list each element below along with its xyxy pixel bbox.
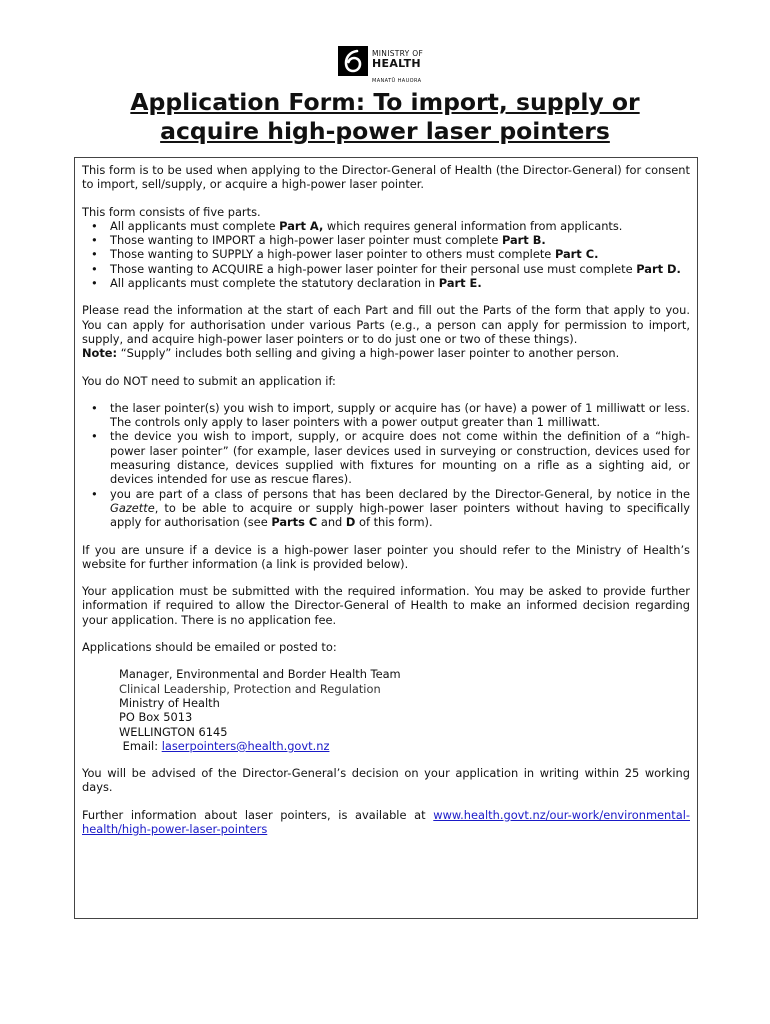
postal-address [119, 667, 690, 753]
note-text: “Supply” includes both selling and giving a high-power laser pointer to another person. [117, 346, 620, 361]
ministry-logo [338, 46, 434, 86]
list-item: • Those wanting to IMPORT a high-power laser pointer must complete Part B. [110, 233, 690, 247]
list-item: • the device you wish to import, supply, or acquire does not come within the definition of a “high-power laser pointer” (for example, laser devices used in surveying or construction, devices used for measuring distance, devices supplied with fixtures for mounting on a rifle as a sighting aid, or devices intended for use as rescue flares). [110, 429, 690, 486]
logo-line1: MINISTRY OF [372, 49, 424, 58]
title-line1: Application Form: To import, supply or [130, 88, 640, 116]
title-line2: acquire high-power laser pointers [160, 117, 610, 145]
list-item: • All applicants must complete the statutory declaration in Part E. [110, 276, 690, 290]
parts-intro: This form consists of five parts. [82, 204, 261, 219]
send-to-paragraph: Applications should be emailed or posted to: [82, 640, 337, 655]
address-line: WELLINGTON 6145 [119, 724, 228, 739]
logo-subtitle: MANATŪ HAUORA [372, 78, 422, 84]
address-line: Manager, Environmental and Border Health Team [119, 667, 401, 682]
submit-paragraph: Your application must be submitted with the required information. You may be asked to provide further information if required to allow the Director-General of Health to make an informed decision regarding your application. There is no application fee. [82, 584, 690, 627]
email-label: Email: [119, 738, 162, 753]
address-line: Ministry of Health [119, 695, 220, 710]
unsure-paragraph: If you are unsure if a device is a high-power laser pointer you should refer to the Ministry of Health’s website for further information (a link is provided below). [82, 542, 690, 571]
address-line: Clinical Leadership, Protection and Regulation [119, 681, 381, 696]
email-link[interactable]: laserpointers@health.govt.nz [161, 738, 330, 753]
list-item: • Those wanting to ACQUIRE a high-power laser pointer for their personal use must complete Part D. [110, 262, 690, 276]
list-item: • the laser pointer(s) you wish to import, supply or acquire has (or have) a power of 1 milliwatt or less. The controls only apply to laser pointers with a power output greater than 1 milliwatt. [110, 401, 690, 430]
please-read-paragraph: Please read the information at the start of each Part and fill out the Parts of the form that apply to you. You can apply for authorisation under various Parts (e.g., a person can apply for permission to import, supply, and acquire high-power laser pointers or to do just one or two of these things). [82, 303, 690, 346]
note-label: Note: [82, 346, 118, 361]
intro-paragraph: This form is to be used when applying to the Director-General of Health (the Director-General) for consent to import, sell/supply, or acquire a high-power laser pointer. [82, 163, 690, 192]
parts-list [82, 219, 690, 290]
list-item: • Those wanting to SUPPLY a high-power laser pointer to others must complete Part C. [110, 247, 690, 261]
note-paragraph [82, 346, 690, 360]
further-info-link[interactable]: www.health.govt.nz/our-work/environmental-health/high-power-laser-pointers [82, 807, 690, 836]
not-needed-intro: You do NOT need to submit an application if: [82, 373, 336, 388]
form-info-box [74, 157, 698, 919]
page-title [60, 88, 710, 146]
list-item: • All applicants must complete Part A, which requires general information from applicants. [110, 219, 690, 233]
advised-paragraph: You will be advised of the Director-General’s decision on your application in writing within 25 working days. [82, 766, 690, 795]
further-info-paragraph: Further information about laser pointers, is available at www.health.govt.nz/our-work/environmental-health/high-power-laser-pointers [82, 807, 690, 836]
not-needed-list [82, 401, 690, 530]
ministry-logo-mark-icon [338, 46, 368, 76]
list-item: • you are part of a class of persons that has been declared by the Director-General, by notice in the Gazette, to be able to acquire or supply high-power laser pointers without having to specifically apply for authorisation (see Parts C and D of this form). [110, 487, 690, 530]
logo-line2: HEALTH [372, 57, 421, 70]
address-line: PO Box 5013 [119, 710, 193, 725]
email-line [119, 739, 690, 753]
